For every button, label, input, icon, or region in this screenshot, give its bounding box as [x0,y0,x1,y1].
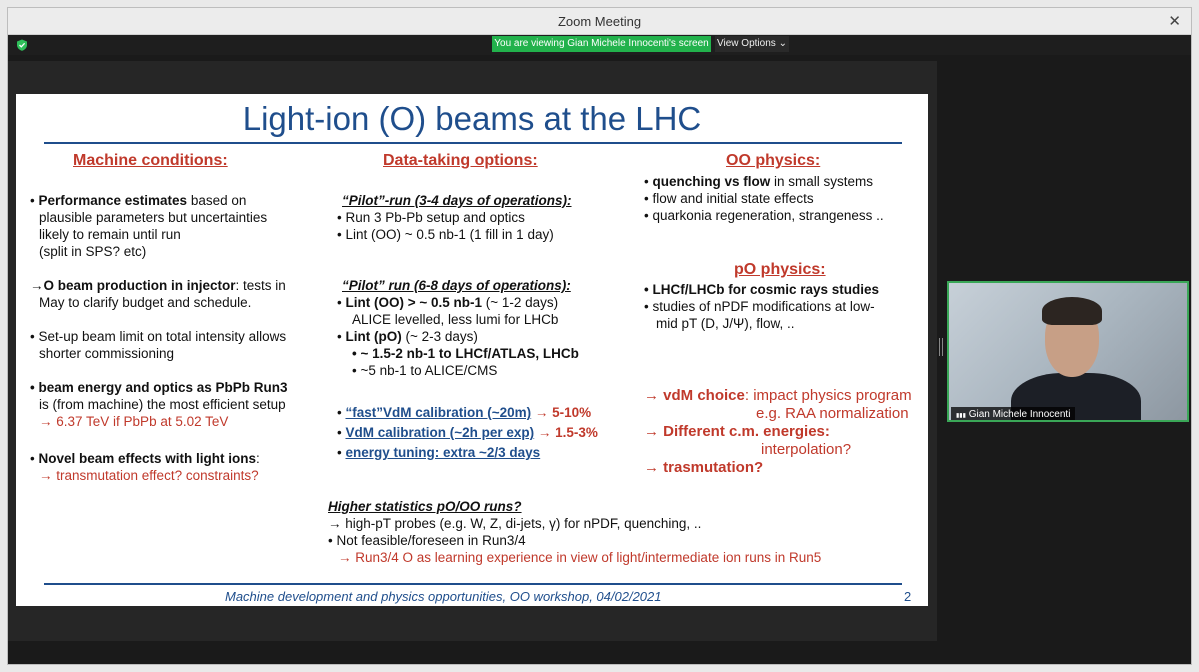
chevron-down-icon: ⌄ [778,38,787,49]
col1-line: • Novel beam effects with light ions: [30,450,260,467]
page-number: 2 [904,589,912,604]
bottom-line: → Run3/4 O as learning experience in view of light/intermediate ion runs in Run5 [338,550,822,565]
title-divider [44,142,902,144]
col3-line: • flow and initial state effects [644,190,814,207]
bottom-line: → high-pT probes (e.g. W, Z, di-jets, γ) for nPDF, quenching, .. [328,516,702,531]
col3-line: • quarkonia regeneration, strangeness .. [644,207,884,224]
pilot-run-2-heading: “Pilot” run (6-8 days of operations): [342,278,571,293]
col1-line: May to clarify budget and schedule. [39,295,252,310]
slide-footer: Machine development and physics opportunities, OO workshop, 04/02/2021 [225,589,662,604]
col3-line: interpolation? [761,441,852,458]
energy-tuning: • energy tuning: extra ~2/3 days [337,444,540,461]
col1-line: is (from machine) the most efficient setup [39,397,286,412]
bottom-line: • Not feasible/foreseen in Run3/4 [328,532,526,549]
col2-line: • Lint (pO) (~ 2-3 days) [337,328,478,345]
col2-line: • Lint (OO) ~ 0.5 nb-1 (1 fill in 1 day) [337,226,554,243]
participant-hair [1042,297,1102,325]
higher-statistics-heading: Higher statistics pO/OO runs? [328,499,522,514]
view-options-label: View Options [717,38,776,49]
col3-line: → Different c.m. energies: [644,423,830,440]
shield-check-icon[interactable] [16,39,28,51]
col3-line: • LHCf/LHCb for cosmic rays studies [644,281,879,298]
col3-line: e.g. RAA normalization [756,405,909,422]
col1-line: →O beam production in injector: tests in [30,278,286,293]
col1-line: • Performance estimates based on [30,192,246,209]
meeting-toolbar [8,35,1191,55]
col3-line: • studies of nPDF modifications at low- [644,298,875,315]
footer-divider [44,583,902,585]
col3-line: → vdM choice: impact physics program [644,387,912,404]
col2-line: ALICE levelled, less lumi for LHCb [352,312,559,327]
zoom-window [7,7,1192,665]
machine-conditions-heading: Machine conditions: [73,152,228,169]
view-options-button[interactable] [715,36,789,52]
fast-vdm-calibration: • “fast”VdM calibration (~20m) → 5-10% [337,404,591,421]
col1-line: (split in SPS? etc) [39,244,147,259]
data-taking-heading: Data-taking options: [383,152,538,169]
presentation-slide [16,94,928,606]
slide-title: Light-ion (O) beams at the LHC [242,100,702,137]
col2-line: • ~ 1.5-2 nb-1 to LHCf/ATLAS, LHCb [352,345,579,362]
col3-line: → trasmutation? [644,459,764,476]
shared-screen-area [8,61,937,641]
participant-name-tag [951,407,1075,422]
col3-line: • quenching vs flow in small systems [644,173,873,190]
col1-line: • Set-up beam limit on total intensity allows [30,328,286,345]
window-title: Zoom Meeting [557,14,642,29]
col1-line: • beam energy and optics as PbPb Run3 [30,379,288,396]
viewing-screen-banner: You are viewing Gian Michele Innocenti's screen [492,36,711,52]
col2-line: • ~5 nb-1 to ALICE/CMS [352,362,497,379]
col1-line: shorter commissioning [39,346,175,361]
col1-line: → 6.37 TeV if PbPb at 5.02 TeV [39,414,229,429]
col1-line: likely to remain until run [39,227,181,242]
col1-line: → transmutation effect? constraints? [39,468,259,483]
title-bar [8,8,1191,35]
participant-video[interactable] [947,281,1189,422]
participant-name: Gian Michele Innocenti [968,409,1071,420]
po-physics-heading: pO physics: [734,261,826,278]
close-icon[interactable]: ✕ [1168,13,1181,30]
pilot-run-1-heading: “Pilot”-run (3-4 days of operations): [342,193,572,208]
col3-line: mid pT (D, J/Ψ), flow, .. [656,316,795,331]
resize-handle[interactable] [939,338,943,356]
signal-bars-icon: ▮▮▮ [956,413,966,419]
vdm-calibration: • VdM calibration (~2h per exp) → 1.5-3% [337,424,598,441]
col1-line: plausible parameters but uncertainties [39,210,268,225]
col2-line: • Run 3 Pb-Pb setup and optics [337,209,525,226]
col2-line: • Lint (OO) > ~ 0.5 nb-1 (~ 1-2 days) [337,294,558,311]
oo-physics-heading: OO physics: [726,152,821,169]
